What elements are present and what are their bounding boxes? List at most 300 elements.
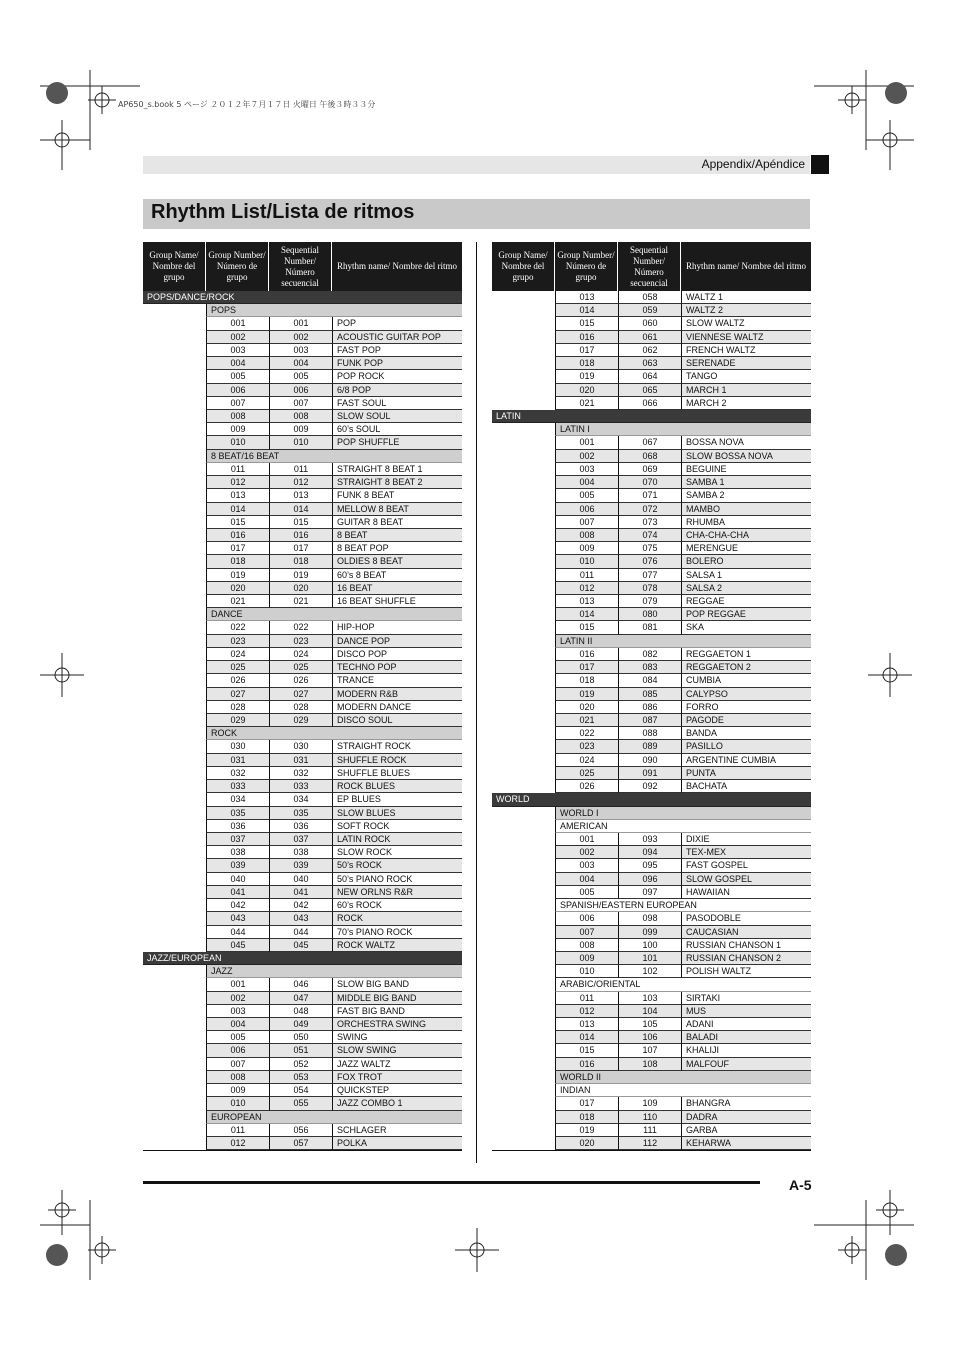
rhythm-name: KHALIJI xyxy=(681,1044,811,1057)
rhythm-name: PAGODE xyxy=(681,714,811,727)
group-number: 006 xyxy=(206,384,269,397)
group-number: 040 xyxy=(206,873,269,886)
rhythm-name: DIXIE xyxy=(681,833,811,846)
sequential-number: 070 xyxy=(618,476,681,489)
group-number: 017 xyxy=(555,661,618,674)
group-number: 025 xyxy=(555,767,618,780)
group-number: 001 xyxy=(206,317,269,330)
subgroup-label: DANCE xyxy=(206,608,462,621)
subgroup-label: ROCK xyxy=(206,727,462,740)
group-number: 009 xyxy=(206,1084,269,1097)
sequential-number: 078 xyxy=(618,582,681,595)
sequential-number: 028 xyxy=(269,701,332,714)
sequential-number: 021 xyxy=(269,595,332,608)
group-number: 010 xyxy=(555,965,618,978)
group-number: 006 xyxy=(555,912,618,925)
group-number: 021 xyxy=(555,397,618,410)
rhythm-name: ROCK xyxy=(332,912,462,925)
rhythm-name: WALTZ 1 xyxy=(681,291,811,304)
sequential-number: 102 xyxy=(618,965,681,978)
group-number: 016 xyxy=(555,331,618,344)
sequential-number: 043 xyxy=(269,912,332,925)
rhythm-name: RHUMBA xyxy=(681,516,811,529)
rhythm-name: MARCH 2 xyxy=(681,397,811,410)
rhythm-name: 50’s PIANO ROCK xyxy=(332,873,462,886)
group-number: 013 xyxy=(206,489,269,502)
subgroup-label: INDIAN xyxy=(555,1084,811,1097)
sequential-number: 032 xyxy=(269,767,332,780)
sequential-number: 091 xyxy=(618,767,681,780)
group-number: 030 xyxy=(206,740,269,753)
group-number: 008 xyxy=(555,939,618,952)
rhythm-name: FOX TROT xyxy=(332,1071,462,1084)
sequential-number: 023 xyxy=(269,635,332,648)
sequential-number: 106 xyxy=(618,1031,681,1044)
sequential-number: 083 xyxy=(618,661,681,674)
rhythm-name: HAWAIIAN xyxy=(681,886,811,899)
col-group-name: Group Name/ Nombre del grupo xyxy=(143,242,206,291)
group-number: 043 xyxy=(206,912,269,925)
sequential-number: 061 xyxy=(618,331,681,344)
group-number: 016 xyxy=(555,1058,618,1071)
rhythm-name: MUS xyxy=(681,1005,811,1018)
rhythm-name: ROCK WALTZ xyxy=(332,939,462,952)
sequential-number: 104 xyxy=(618,1005,681,1018)
sequential-number: 008 xyxy=(269,410,332,423)
sequential-number: 076 xyxy=(618,555,681,568)
group-number: 008 xyxy=(206,410,269,423)
rhythm-name: TEX-MEX xyxy=(681,846,811,859)
rhythm-name: REGGAETON 2 xyxy=(681,661,811,674)
sequential-number: 003 xyxy=(269,344,332,357)
rhythm-name: OLDIES 8 BEAT xyxy=(332,555,462,568)
group-number: 014 xyxy=(555,608,618,621)
sequential-number: 049 xyxy=(269,1018,332,1031)
group-number: 017 xyxy=(555,344,618,357)
sequential-number: 088 xyxy=(618,727,681,740)
group-number: 003 xyxy=(555,463,618,476)
group-number: 004 xyxy=(206,357,269,370)
sequential-number: 073 xyxy=(618,516,681,529)
group-number: 005 xyxy=(206,370,269,383)
sequential-number: 071 xyxy=(618,489,681,502)
sequential-number: 017 xyxy=(269,542,332,555)
col-sequential-number: Sequential Number/ Número secuencial xyxy=(269,242,332,291)
rhythm-name: ARGENTINE CUMBIA xyxy=(681,754,811,767)
sequential-number: 092 xyxy=(618,780,681,793)
group-number: 011 xyxy=(206,463,269,476)
rhythm-name: GUITAR 8 BEAT xyxy=(332,516,462,529)
sequential-number: 099 xyxy=(618,926,681,939)
sequential-number: 069 xyxy=(618,463,681,476)
group-number: 010 xyxy=(206,1097,269,1110)
sequential-number: 048 xyxy=(269,1005,332,1018)
rhythm-name: SERENADE xyxy=(681,357,811,370)
group-number: 006 xyxy=(206,1044,269,1057)
rhythm-name: STRAIGHT 8 BEAT 1 xyxy=(332,463,462,476)
sequential-number: 015 xyxy=(269,516,332,529)
sequential-number: 016 xyxy=(269,529,332,542)
rhythm-name: SLOW WALTZ xyxy=(681,317,811,330)
sequential-number: 081 xyxy=(618,621,681,634)
sequential-number: 045 xyxy=(269,939,332,952)
rhythm-name: BOSSA NOVA xyxy=(681,436,811,449)
group-number: 015 xyxy=(555,1044,618,1057)
group-number: 017 xyxy=(206,542,269,555)
sequential-number: 082 xyxy=(618,648,681,661)
sequential-number: 085 xyxy=(618,688,681,701)
group-number: 011 xyxy=(555,569,618,582)
sequential-number: 072 xyxy=(618,503,681,516)
rhythm-name: QUICKSTEP xyxy=(332,1084,462,1097)
rhythm-name: MAMBO xyxy=(681,503,811,516)
group-number: 013 xyxy=(555,595,618,608)
rhythm-name: PASILLO xyxy=(681,740,811,753)
sequential-number: 051 xyxy=(269,1044,332,1057)
col-sequential-number: Sequential Number/ Número secuencial xyxy=(618,242,681,291)
subgroup-label: AMERICAN xyxy=(555,820,811,833)
group-number: 002 xyxy=(206,992,269,1005)
group-number: 015 xyxy=(555,317,618,330)
group-number: 028 xyxy=(206,701,269,714)
group-number: 019 xyxy=(555,370,618,383)
rhythm-name: 6/8 POP xyxy=(332,384,462,397)
rhythm-name: SLOW SWING xyxy=(332,1044,462,1057)
col-group-number: Group Number/ Número de grupo xyxy=(555,242,618,291)
sequential-number: 033 xyxy=(269,780,332,793)
sequential-number: 025 xyxy=(269,661,332,674)
group-number: 035 xyxy=(206,807,269,820)
rhythm-name: BHANGRA xyxy=(681,1097,811,1110)
rhythm-name: CALYPSO xyxy=(681,688,811,701)
rhythm-name: MODERN R&B xyxy=(332,688,462,701)
group-number: 004 xyxy=(555,476,618,489)
rhythm-name: DISCO SOUL xyxy=(332,714,462,727)
group-number: 012 xyxy=(206,1137,269,1150)
group-number: 002 xyxy=(555,846,618,859)
sequential-number: 053 xyxy=(269,1071,332,1084)
rhythm-name: SAMBA 2 xyxy=(681,489,811,502)
sequential-number: 062 xyxy=(618,344,681,357)
group-number: 031 xyxy=(206,754,269,767)
sequential-number: 056 xyxy=(269,1124,332,1137)
rhythm-name: VIENNESE WALTZ xyxy=(681,331,811,344)
sequential-number: 101 xyxy=(618,952,681,965)
col-group-number: Group Number/ Número de grupo xyxy=(206,242,269,291)
group-number: 018 xyxy=(555,674,618,687)
sequential-number: 087 xyxy=(618,714,681,727)
sequential-number: 094 xyxy=(618,846,681,859)
rhythm-name: DANCE POP xyxy=(332,635,462,648)
group-number: 003 xyxy=(555,859,618,872)
rhythm-name: NEW ORLNS R&R xyxy=(332,886,462,899)
rhythm-name: HIP-HOP xyxy=(332,621,462,634)
sequential-number: 107 xyxy=(618,1044,681,1057)
group-number: 033 xyxy=(206,780,269,793)
sequential-number: 037 xyxy=(269,833,332,846)
sequential-number: 018 xyxy=(269,555,332,568)
sequential-number: 093 xyxy=(618,833,681,846)
rhythm-name: FAST POP xyxy=(332,344,462,357)
subgroup-label: POPS xyxy=(206,304,462,317)
group-number: 027 xyxy=(206,688,269,701)
group-number: 004 xyxy=(206,1018,269,1031)
subgroup-label: EUROPEAN xyxy=(206,1111,462,1124)
rhythm-name: SHUFFLE BLUES xyxy=(332,767,462,780)
group-number: 018 xyxy=(206,555,269,568)
sequential-number: 065 xyxy=(618,384,681,397)
rhythm-name: SWING xyxy=(332,1031,462,1044)
sequential-number: 013 xyxy=(269,489,332,502)
group-number: 038 xyxy=(206,846,269,859)
group-number: 007 xyxy=(555,926,618,939)
group-number: 020 xyxy=(555,701,618,714)
rhythm-name: FUNK 8 BEAT xyxy=(332,489,462,502)
sequential-number: 031 xyxy=(269,754,332,767)
group-number: 021 xyxy=(555,714,618,727)
group-number: 045 xyxy=(206,939,269,952)
rhythm-name: ROCK BLUES xyxy=(332,780,462,793)
sequential-number: 035 xyxy=(269,807,332,820)
rhythm-name: POP REGGAE xyxy=(681,608,811,621)
rhythm-name: REGGAETON 1 xyxy=(681,648,811,661)
rhythm-name: SIRTAKI xyxy=(681,992,811,1005)
group-number: 039 xyxy=(206,859,269,872)
sequential-number: 030 xyxy=(269,740,332,753)
rhythm-name: JAZZ COMBO 1 xyxy=(332,1097,462,1110)
rhythm-name: EP BLUES xyxy=(332,793,462,806)
sequential-number: 041 xyxy=(269,886,332,899)
sequential-number: 077 xyxy=(618,569,681,582)
sequential-number: 046 xyxy=(269,978,332,991)
rhythm-name: FAST BIG BAND xyxy=(332,1005,462,1018)
sequential-number: 111 xyxy=(618,1124,681,1137)
group-number: 013 xyxy=(555,291,618,304)
rhythm-name: SHUFFLE ROCK xyxy=(332,754,462,767)
group-number: 010 xyxy=(206,436,269,449)
sequential-number: 014 xyxy=(269,503,332,516)
sequential-number: 005 xyxy=(269,370,332,383)
rhythm-name: ADANI xyxy=(681,1018,811,1031)
group-number: 024 xyxy=(206,648,269,661)
group-number: 022 xyxy=(555,727,618,740)
sequential-number: 011 xyxy=(269,463,332,476)
rhythm-name: STRAIGHT 8 BEAT 2 xyxy=(332,476,462,489)
group-number: 029 xyxy=(206,714,269,727)
subgroup-label: WORLD I xyxy=(555,807,811,820)
sequential-number: 002 xyxy=(269,331,332,344)
rhythm-name: POP ROCK xyxy=(332,370,462,383)
rhythm-name: POP SHUFFLE xyxy=(332,436,462,449)
group-number: 021 xyxy=(206,595,269,608)
group-number: 009 xyxy=(555,952,618,965)
sequential-number: 103 xyxy=(618,992,681,1005)
rhythm-name: 16 BEAT SHUFFLE xyxy=(332,595,462,608)
sequential-number: 050 xyxy=(269,1031,332,1044)
rhythm-name: BEGUINE xyxy=(681,463,811,476)
rhythm-name: TRANCE xyxy=(332,674,462,687)
group-number: 018 xyxy=(555,1111,618,1124)
group-number: 009 xyxy=(555,542,618,555)
sequential-number: 055 xyxy=(269,1097,332,1110)
group-number: 014 xyxy=(555,1031,618,1044)
rhythm-name: RUSSIAN CHANSON 2 xyxy=(681,952,811,965)
group-number: 015 xyxy=(555,621,618,634)
group-number: 004 xyxy=(555,873,618,886)
group-number: 007 xyxy=(206,397,269,410)
sequential-number: 100 xyxy=(618,939,681,952)
rhythm-name: MALFOUF xyxy=(681,1058,811,1071)
rhythm-name: FORRO xyxy=(681,701,811,714)
group-number: 020 xyxy=(555,384,618,397)
sequential-number: 006 xyxy=(269,384,332,397)
col-rhythm-name: Rhythm name/ Nombre del ritmo xyxy=(337,261,457,271)
rhythm-name: SAMBA 1 xyxy=(681,476,811,489)
sequential-number: 079 xyxy=(618,595,681,608)
rhythm-name: SALSA 2 xyxy=(681,582,811,595)
group-number: 020 xyxy=(206,582,269,595)
sequential-number: 097 xyxy=(618,886,681,899)
rhythm-name: POLISH WALTZ xyxy=(681,965,811,978)
group-number: 001 xyxy=(555,833,618,846)
sequential-number: 058 xyxy=(618,291,681,304)
subgroup-label: SPANISH/EASTERN EUROPEAN xyxy=(555,899,811,912)
category-row: POPS/DANCE/ROCK xyxy=(143,291,462,304)
group-number: 041 xyxy=(206,886,269,899)
rhythm-name: SOFT ROCK xyxy=(332,820,462,833)
subgroup-label: 8 BEAT/16 BEAT xyxy=(206,450,462,463)
group-number: 023 xyxy=(555,740,618,753)
rhythm-name: MIDDLE BIG BAND xyxy=(332,992,462,1005)
sequential-number: 109 xyxy=(618,1097,681,1110)
rhythm-name: FAST SOUL xyxy=(332,397,462,410)
sequential-number: 042 xyxy=(269,899,332,912)
sequential-number: 044 xyxy=(269,926,332,939)
rhythm-name: POLKA xyxy=(332,1137,462,1150)
sequential-number: 110 xyxy=(618,1111,681,1124)
group-number: 042 xyxy=(206,899,269,912)
sequential-number: 004 xyxy=(269,357,332,370)
rhythm-name: 8 BEAT POP xyxy=(332,542,462,555)
rhythm-name: RUSSIAN CHANSON 1 xyxy=(681,939,811,952)
rhythm-name: TANGO xyxy=(681,370,811,383)
group-number: 007 xyxy=(555,516,618,529)
group-number: 001 xyxy=(206,978,269,991)
group-number: 011 xyxy=(206,1124,269,1137)
rhythm-name: CHA-CHA-CHA xyxy=(681,529,811,542)
group-number: 011 xyxy=(555,992,618,1005)
sequential-number: 034 xyxy=(269,793,332,806)
group-number: 012 xyxy=(206,476,269,489)
rhythm-name: 60’s ROCK xyxy=(332,899,462,912)
rhythm-name: SLOW SOUL xyxy=(332,410,462,423)
subgroup-label: JAZZ xyxy=(206,965,462,978)
rhythm-name: WALTZ 2 xyxy=(681,304,811,317)
rhythm-name: GARBA xyxy=(681,1124,811,1137)
rhythm-name: MELLOW 8 BEAT xyxy=(332,503,462,516)
rhythm-name: SCHLAGER xyxy=(332,1124,462,1137)
sequential-number: 010 xyxy=(269,436,332,449)
group-number: 015 xyxy=(206,516,269,529)
sequential-number: 089 xyxy=(618,740,681,753)
sequential-number: 001 xyxy=(269,317,332,330)
group-number: 003 xyxy=(206,344,269,357)
group-number: 005 xyxy=(206,1031,269,1044)
group-number: 026 xyxy=(206,674,269,687)
rhythm-name: JAZZ WALTZ xyxy=(332,1058,462,1071)
sequential-number: 066 xyxy=(618,397,681,410)
sequential-number: 063 xyxy=(618,357,681,370)
col-rhythm-name: Rhythm name/ Nombre del ritmo xyxy=(686,261,806,271)
group-number: 002 xyxy=(555,450,618,463)
sequential-number: 012 xyxy=(269,476,332,489)
page-title: Rhythm List/Lista de ritmos xyxy=(151,201,415,223)
rhythm-name: FAST GOSPEL xyxy=(681,859,811,872)
group-number: 012 xyxy=(555,582,618,595)
rhythm-name: BALADI xyxy=(681,1031,811,1044)
section-label: Appendix/Apéndice xyxy=(701,157,805,171)
sequential-number: 112 xyxy=(618,1137,681,1150)
group-number: 022 xyxy=(206,621,269,634)
rhythm-name: REGGAE xyxy=(681,595,811,608)
category-row: WORLD xyxy=(492,793,811,806)
rhythm-name: STRAIGHT ROCK xyxy=(332,740,462,753)
rhythm-name: PASODOBLE xyxy=(681,912,811,925)
sequential-number: 036 xyxy=(269,820,332,833)
group-number: 010 xyxy=(555,555,618,568)
category-row: JAZZ/EUROPEAN xyxy=(143,952,462,965)
group-number: 044 xyxy=(206,926,269,939)
group-number: 001 xyxy=(555,436,618,449)
sequential-number: 052 xyxy=(269,1058,332,1071)
sequential-number: 108 xyxy=(618,1058,681,1071)
sequential-number: 068 xyxy=(618,450,681,463)
group-number: 019 xyxy=(206,569,269,582)
group-number: 025 xyxy=(206,661,269,674)
rhythm-name: BOLERO xyxy=(681,555,811,568)
rhythm-name: BANDA xyxy=(681,727,811,740)
rhythm-name: PUNTA xyxy=(681,767,811,780)
group-number: 018 xyxy=(555,357,618,370)
group-number: 012 xyxy=(555,1005,618,1018)
rhythm-name: SLOW ROCK xyxy=(332,846,462,859)
group-number: 032 xyxy=(206,767,269,780)
rhythm-name: 50’s ROCK xyxy=(332,859,462,872)
rhythm-name: KEHARWA xyxy=(681,1137,811,1150)
sequential-number: 098 xyxy=(618,912,681,925)
sequential-number: 027 xyxy=(269,688,332,701)
rhythm-name: 8 BEAT xyxy=(332,529,462,542)
group-number: 002 xyxy=(206,331,269,344)
group-number: 024 xyxy=(555,754,618,767)
rhythm-name: BACHATA xyxy=(681,780,811,793)
rhythm-name: 70’s PIANO ROCK xyxy=(332,926,462,939)
group-number: 019 xyxy=(555,688,618,701)
sequential-number: 039 xyxy=(269,859,332,872)
rhythm-name: 60’s 8 BEAT xyxy=(332,569,462,582)
rhythm-name: SLOW GOSPEL xyxy=(681,873,811,886)
group-number: 008 xyxy=(206,1071,269,1084)
rhythm-name: DADRA xyxy=(681,1111,811,1124)
group-number: 017 xyxy=(555,1097,618,1110)
group-number: 036 xyxy=(206,820,269,833)
group-number: 016 xyxy=(555,648,618,661)
group-number: 037 xyxy=(206,833,269,846)
rhythm-name: CAUCASIAN xyxy=(681,926,811,939)
book-info-line: AP650_s.book 5 ページ ２０１２年７月１７日 火曜日 午後３時３３分 xyxy=(118,100,376,109)
page-number: A-5 xyxy=(789,1177,812,1193)
subgroup-label: LATIN I xyxy=(555,423,811,436)
